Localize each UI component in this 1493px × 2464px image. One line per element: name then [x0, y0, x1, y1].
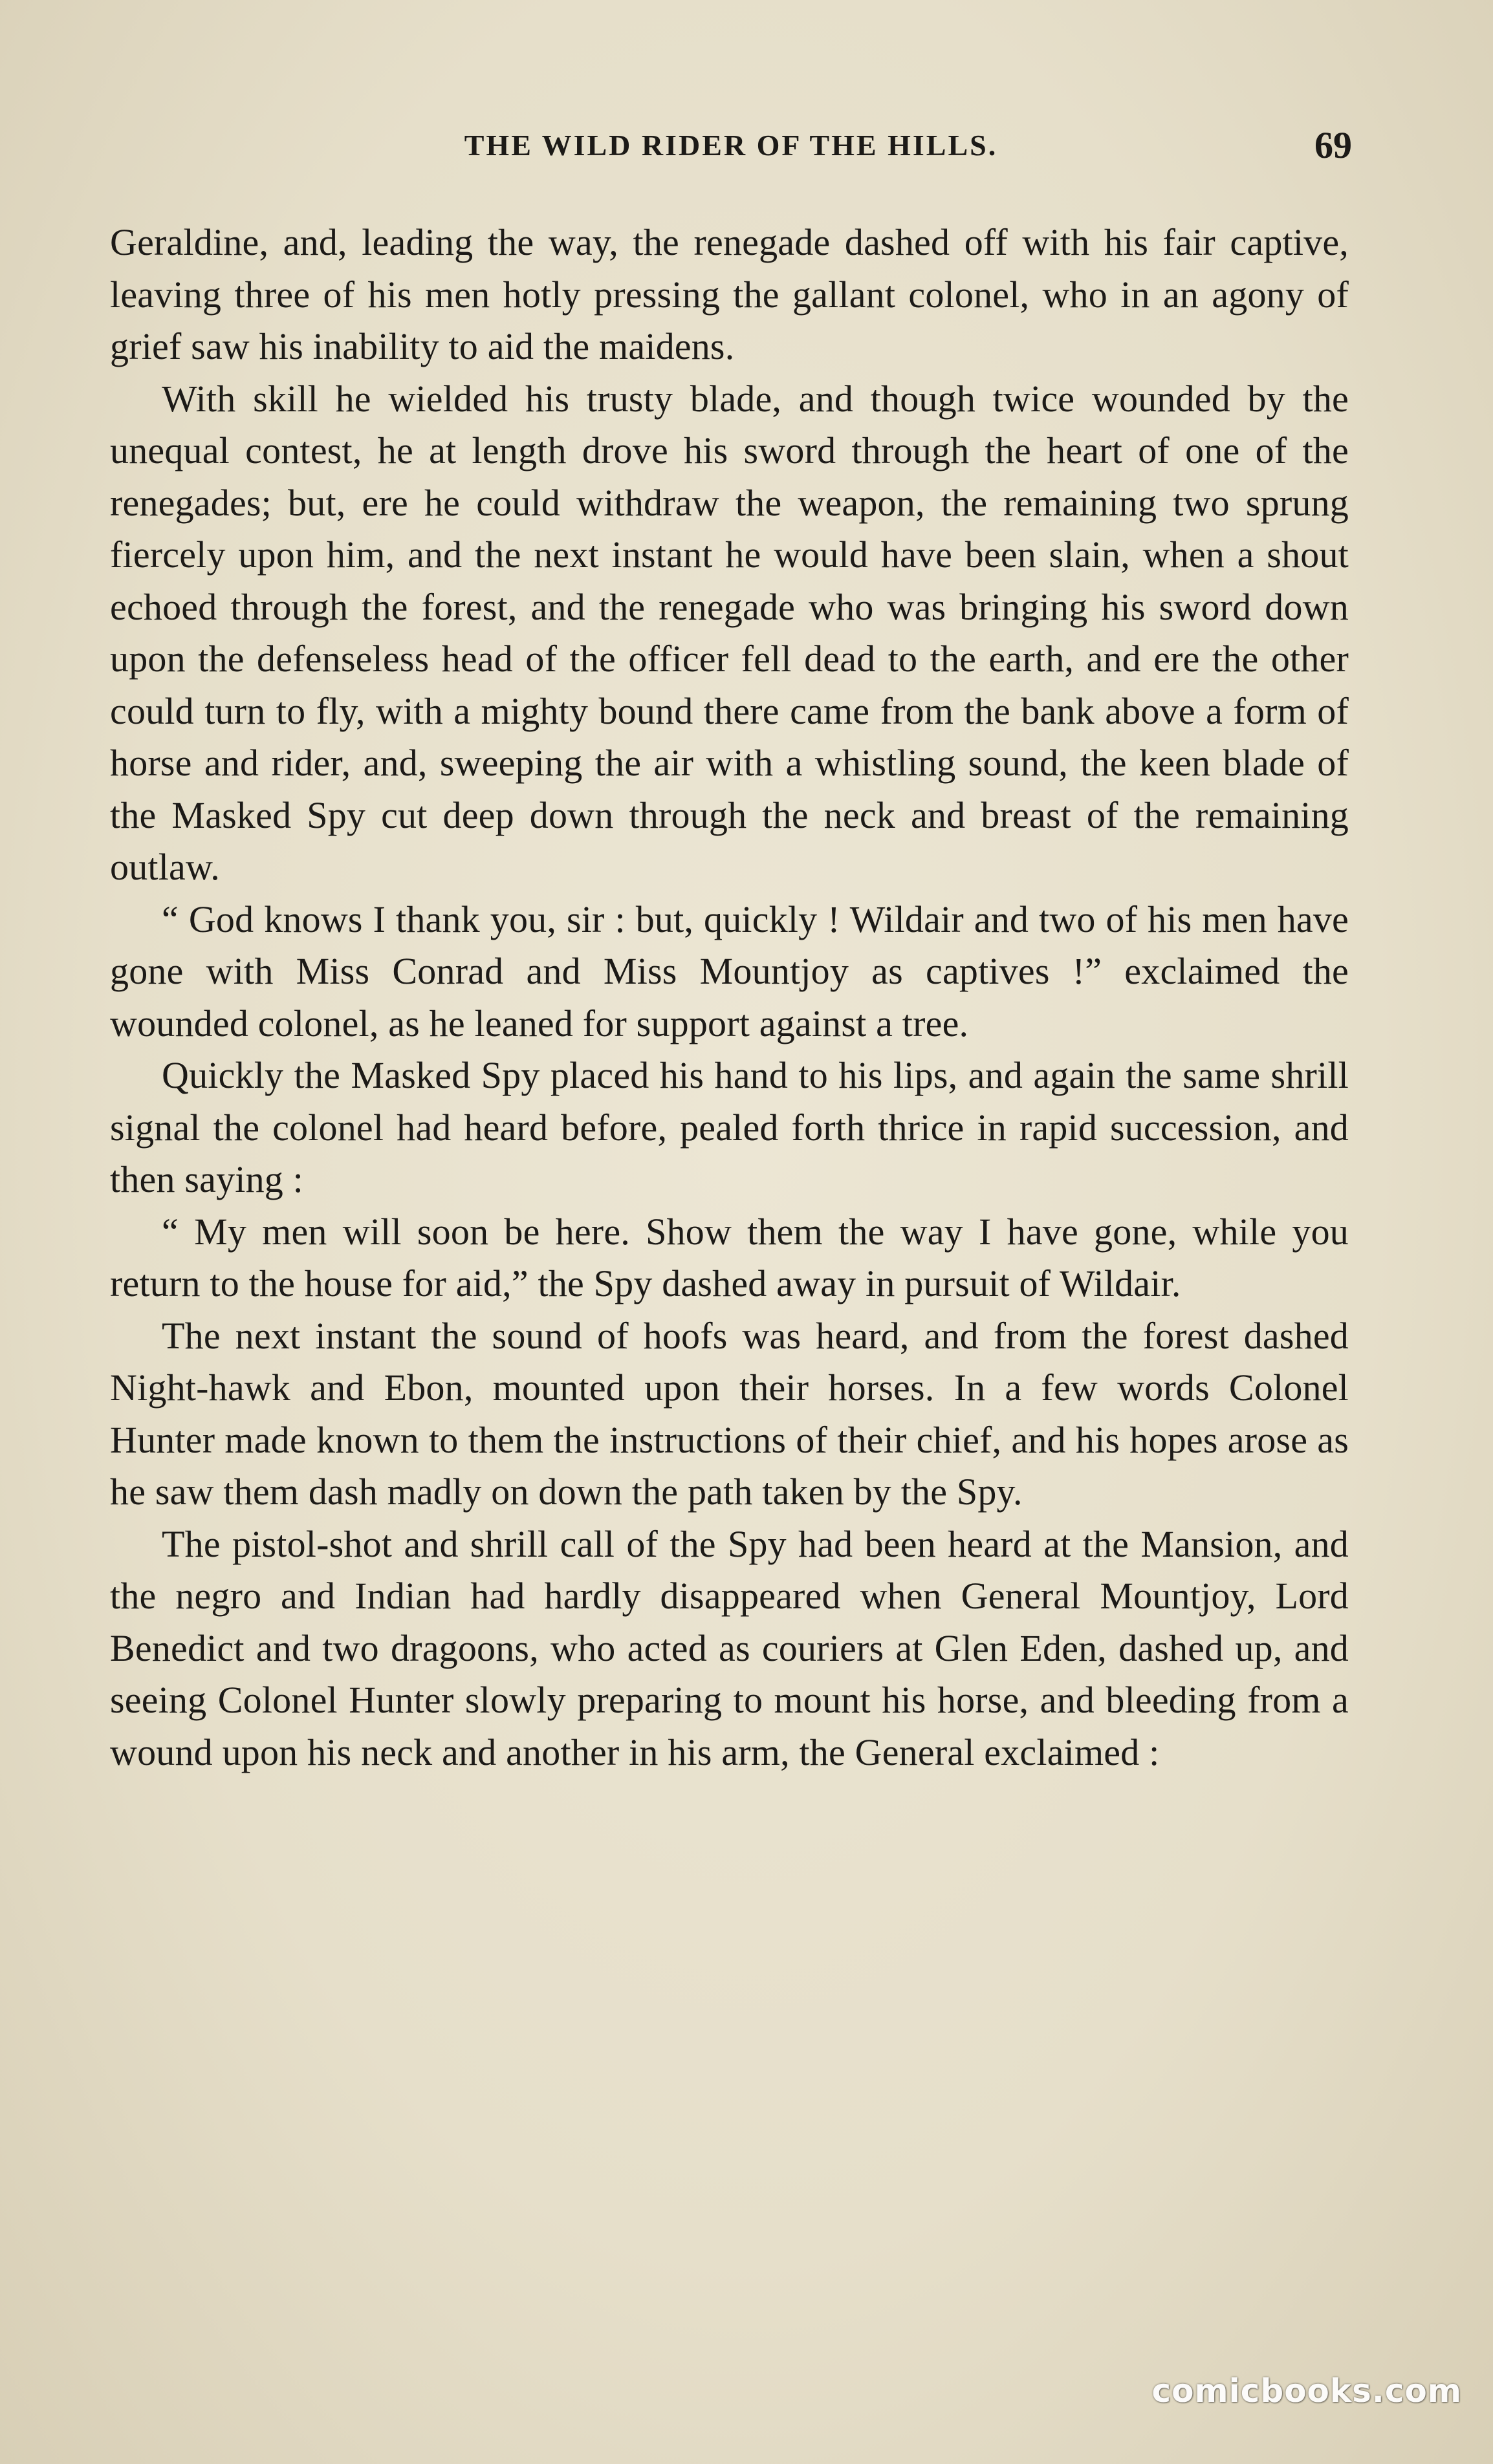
paragraph-1: Geraldine, and, leading the way, the renegade dashed off with his fair captive, leaving three of his men hotly pressing the gallant colonel, who in an agony of grief saw his inability to aid the maidens. — [110, 221, 1349, 367]
page-number: 69 — [1314, 124, 1352, 166]
paragraph-6: The next instant the sound of hoofs was heard, and from the forest dashed Night-hawk and Ebon, mounted upon their horses. In a few words Colonel Hunter made known to them the instructions of their chief, and his hopes arose as he saw them dash madly on down the path taken by the Spy. — [110, 1314, 1349, 1513]
page-header — [110, 123, 1352, 168]
paragraph-5: “ My men will soon be here. Show them the way I have gone, while you return to the house for aid,” the Spy dashed away in pursuit of Wildair. — [110, 1210, 1349, 1304]
paragraph-3: “ God knows I thank you, sir : but, quickly ! Wildair and two of his men have gone with Miss Conrad and Miss Mountjoy as captives !” exclaimed the wounded colonel, as he leaned for support against a tree. — [110, 898, 1349, 1044]
paragraph-7: The pistol-shot and shrill call of the Spy had been heard at the Mansion, and the negro and Indian had hardly disappeared when General Mountjoy, Lord Benedict and two dragoons, who acted as couriers at Glen Eden, dashed up, and seeing Colonel Hunter slowly preparing to mount his horse, and bleeding from a wound upon his neck and another in his arm, the General exclaimed : — [110, 1522, 1349, 1773]
paragraph-4: Quickly the Masked Spy placed his hand to his lips, and again the same shrill signal the colonel had heard before, pealed forth thrice in rapid succession, and then saying : — [110, 1054, 1349, 1200]
running-head: THE WILD RIDER OF THE HILLS. — [464, 129, 998, 162]
paragraph-2: With skill he wielded his trusty blade, and though twice wounded by the unequal contest, he at length drove his sword through the heart of one of the renegades; but, ere he could withdraw the weapon, the remaining two sprung fiercely upon him, and the next instant he would have been slain, when a shout echoed through the forest, and the renegade who was bringing his sword down upon the defenseless head of the officer fell dead to the earth, and ere the other could turn to fly, with a mighty bound there came from the bank above a form of horse and rider, and, sweeping the air with a whistling sound, the keen blade of the Masked Spy cut deep down through the neck and breast of the remaining outlaw. — [110, 377, 1349, 888]
watermark: comicbooks.com — [1151, 2372, 1462, 2410]
body-text — [110, 217, 1349, 1778]
